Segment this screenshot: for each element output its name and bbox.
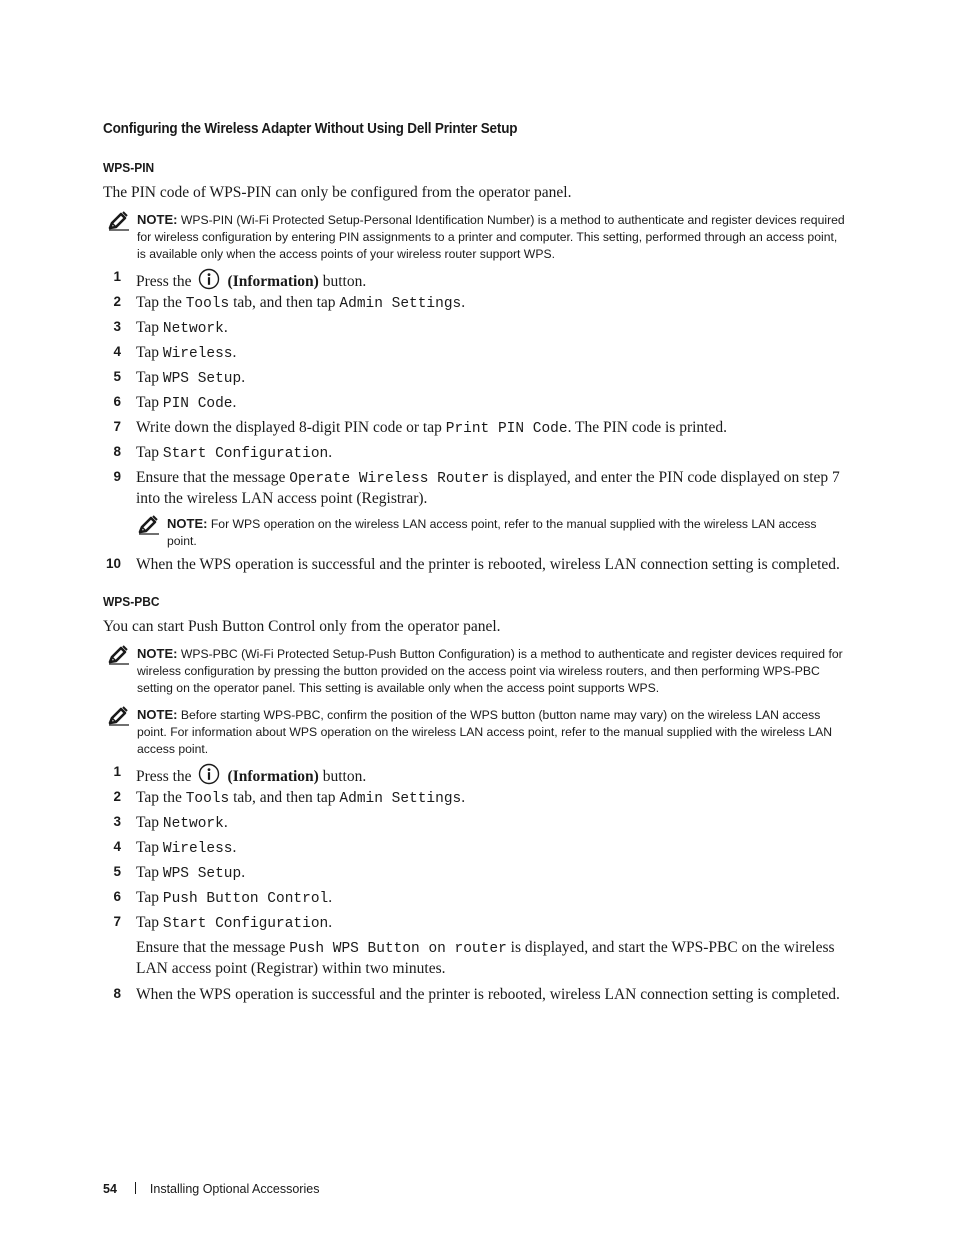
step-number: 10 bbox=[105, 556, 121, 571]
step-text: . bbox=[232, 394, 237, 411]
footer-divider bbox=[135, 1182, 136, 1194]
step-text: Tap the bbox=[136, 789, 186, 806]
step-text: Write down the displayed 8-digit PIN code or tap bbox=[136, 419, 446, 436]
ui-term-tools: Tools bbox=[185, 791, 230, 807]
step-number: 7 bbox=[113, 914, 121, 929]
step-text: . bbox=[328, 889, 333, 906]
step-text: Tap bbox=[136, 319, 163, 336]
step-number: 1 bbox=[113, 269, 121, 284]
pencil-note-icon bbox=[138, 515, 160, 535]
pencil-note-icon bbox=[108, 645, 130, 665]
step-text: tab, and then tap bbox=[229, 294, 340, 311]
step-text: When the WPS operation is successful and the printer is rebooted, wireless LAN connection setting is completed. bbox=[136, 556, 840, 573]
step-number: 5 bbox=[113, 864, 121, 879]
step-text: When the WPS operation is successful and the printer is rebooted, wireless LAN connection setting is completed. bbox=[136, 986, 840, 1003]
step-text: . bbox=[328, 444, 333, 461]
information-icon bbox=[198, 763, 220, 785]
step-number: 1 bbox=[113, 764, 121, 779]
ui-term: Wireless bbox=[162, 841, 233, 857]
wps-pbc-heading: WPS-PBC bbox=[103, 594, 160, 609]
step-number: 4 bbox=[113, 839, 121, 854]
step-text: button. bbox=[322, 768, 367, 785]
pencil-note-icon bbox=[108, 706, 130, 726]
step-text: . bbox=[461, 294, 466, 311]
note-label: NOTE: bbox=[137, 707, 178, 722]
step-text: Ensure that the message bbox=[136, 469, 290, 486]
ui-term: Start Configuration bbox=[162, 916, 329, 932]
information-label: (Information) bbox=[227, 273, 319, 290]
step-text: tab, and then tap bbox=[229, 789, 340, 806]
note-text: WPS-PBC (Wi-Fi Protected Setup-Push Button Configuration) is a method to authenticate and register devices required for wireless configuration by pressing the button provided on the access point via wireless routers, and then performing WPS-PBC setting on the operator panel. This setting is available only when the access point supports WPS. bbox=[137, 647, 843, 695]
ui-term: Start Configuration bbox=[162, 446, 329, 462]
step-number: 2 bbox=[113, 294, 121, 309]
ui-term: Operate Wireless Router bbox=[289, 471, 490, 487]
step-text: button. bbox=[322, 273, 367, 290]
step-text: . bbox=[461, 789, 466, 806]
note-label: NOTE: bbox=[167, 516, 208, 531]
ui-term: Network bbox=[162, 816, 224, 832]
step-text: . bbox=[223, 814, 228, 831]
step-number: 6 bbox=[113, 394, 121, 409]
step-text: . bbox=[232, 344, 237, 361]
step-number: 5 bbox=[113, 369, 121, 384]
step-text: is displayed, and enter the PIN code displayed on step 7 into the wireless LAN access point (Registrar). bbox=[136, 469, 840, 507]
step-text: Press the bbox=[136, 273, 192, 290]
ui-term: Push WPS Button on router bbox=[289, 941, 507, 957]
ui-term: WPS Setup bbox=[162, 371, 242, 387]
ui-term: Push Button Control bbox=[162, 891, 329, 907]
ui-term: Network bbox=[162, 321, 224, 337]
step-text: Tap bbox=[136, 394, 163, 411]
step-number: 3 bbox=[113, 319, 121, 334]
ui-term: Wireless bbox=[162, 346, 233, 362]
ui-term-admin-settings: Admin Settings bbox=[339, 296, 462, 312]
step-text: Tap bbox=[136, 914, 163, 931]
step-text: Tap bbox=[136, 864, 163, 881]
step-text: . The PIN code is printed. bbox=[567, 419, 727, 436]
step-number: 3 bbox=[113, 814, 121, 829]
page-footer bbox=[103, 1182, 319, 1196]
ui-term-admin-settings: Admin Settings bbox=[339, 791, 462, 807]
step-text: Tap bbox=[136, 814, 163, 831]
wps-pin-intro: The PIN code of WPS-PIN can only be configured from the operator panel. bbox=[103, 184, 572, 201]
step-text: . bbox=[223, 319, 228, 336]
note-label: NOTE: bbox=[137, 212, 178, 227]
step-text: . bbox=[328, 914, 333, 931]
step-text: Tap bbox=[136, 839, 163, 856]
step-text: Tap bbox=[136, 889, 163, 906]
ui-term: Print PIN Code bbox=[445, 421, 568, 437]
step-text: Tap bbox=[136, 444, 163, 461]
note-text: Before starting WPS-PBC, confirm the position of the WPS button (button name may vary) on the wireless LAN access point. For information about WPS operation on the wireless LAN access point, refer to the manual supplied with the wireless LAN access point. bbox=[137, 708, 833, 756]
step-text: . bbox=[241, 864, 246, 881]
note-text: WPS-PIN (Wi-Fi Protected Setup-Personal Identification Number) is a method to authenticate and register devices required for wireless configuration by entering PIN assignments to a printer and computer. This setting, performed through an access point, is available only when the access points of your wireless router support WPS. bbox=[137, 213, 845, 261]
step-number: 8 bbox=[113, 444, 121, 459]
page-number: 54 bbox=[103, 1182, 117, 1196]
step-number: 7 bbox=[113, 419, 121, 434]
step-number: 2 bbox=[113, 789, 121, 804]
wps-pbc-intro: You can start Push Button Control only from the operator panel. bbox=[103, 618, 501, 635]
wps-pin-heading: WPS-PIN bbox=[103, 160, 155, 175]
section-title: Configuring the Wireless Adapter Without Using Dell Printer Setup bbox=[103, 120, 518, 137]
ui-term: PIN Code bbox=[162, 396, 233, 412]
step-text: . bbox=[232, 839, 237, 856]
step-text: is displayed, and start the WPS-PBC on the wireless LAN access point (Registrar) within two minutes. bbox=[136, 939, 835, 977]
step-text: Tap the bbox=[136, 294, 186, 311]
ui-term: WPS Setup bbox=[162, 866, 242, 882]
information-icon bbox=[198, 268, 220, 290]
step-text: Press the bbox=[136, 768, 192, 785]
step-number: 8 bbox=[113, 986, 121, 1001]
step-number: 9 bbox=[113, 469, 121, 484]
step-text: Ensure that the message bbox=[136, 939, 290, 956]
step-number: 6 bbox=[113, 889, 121, 904]
pencil-note-icon bbox=[108, 211, 130, 231]
ui-term-tools: Tools bbox=[185, 296, 230, 312]
step-text: Tap bbox=[136, 344, 163, 361]
footer-section: Installing Optional Accessories bbox=[149, 1182, 320, 1196]
step-number: 4 bbox=[113, 344, 121, 359]
information-label: (Information) bbox=[227, 768, 319, 785]
step-text: Tap bbox=[136, 369, 163, 386]
note-label: NOTE: bbox=[137, 646, 178, 661]
step-text: . bbox=[241, 369, 246, 386]
note-text: For WPS operation on the wireless LAN access point, refer to the manual supplied with the wireless LAN access point. bbox=[167, 517, 817, 548]
